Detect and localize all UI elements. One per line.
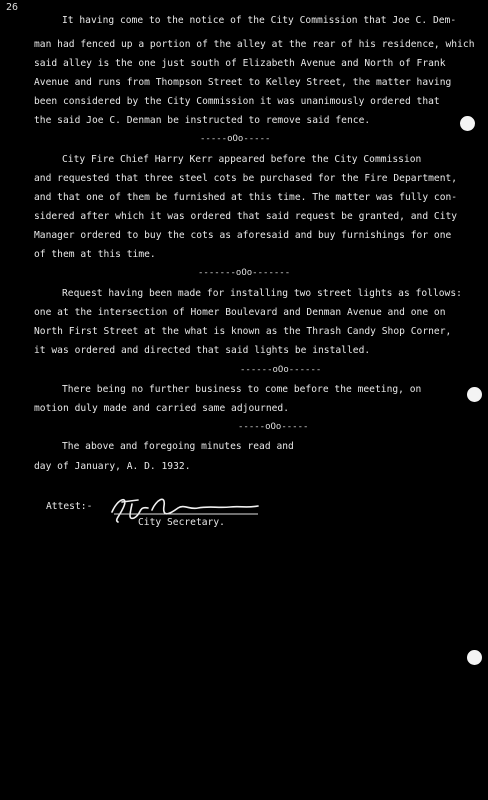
paragraph-1-line-4: Avenue and runs from Thompson Street to Kelley Street, the matter having	[34, 77, 452, 88]
paragraph-1-line-6: the said Joe C. Denman be instructed to remove said fence.	[34, 115, 371, 126]
paragraph-2-line-4: sidered after which it was ordered that said request be granted, and City	[34, 211, 458, 222]
separator-3: ------oOo------	[240, 365, 322, 375]
attest-label: Attest:-	[46, 501, 93, 512]
binder-hole-bottom	[467, 650, 482, 665]
paragraph-2-line-5: Manager ordered to buy the cots as aforesaid and buy furnishings for one	[34, 230, 452, 241]
paragraph-5-line-1: The above and foregoing minutes read and	[62, 441, 294, 452]
paragraph-1-line-3: said alley is the one just south of Elizabeth Avenue and North of Frank	[34, 58, 446, 69]
paragraph-3-line-3: North First Street at the what is known as the Thrash Candy Shop Corner,	[34, 326, 452, 337]
paragraph-4-line-2: motion duly made and carried same adjourned.	[34, 403, 290, 414]
paragraph-1-line-5: been considered by the City Commission it was unanimously ordered that	[34, 96, 440, 107]
paragraph-3-line-1: Request having been made for installing two street lights as follows:	[62, 288, 462, 299]
page-corner-mark: 26	[6, 2, 19, 13]
separator-1: -----oOo-----	[200, 134, 271, 144]
paragraph-2-line-6: of them at this time.	[34, 249, 156, 260]
paragraph-4-line-1: There being no further business to come before the meeting, on	[62, 384, 422, 395]
paragraph-2-line-3: and that one of them be furnished at this time. The matter was fully con-	[34, 192, 458, 203]
paragraph-3-line-2: one at the intersection of Homer Boulevard and Denman Avenue and one on	[34, 307, 446, 318]
separator-2: -------oOo-------	[198, 268, 291, 278]
paragraph-2-line-1: City Fire Chief Harry Kerr appeared before the City Commission	[62, 154, 422, 165]
paragraph-2-line-2: and requested that three steel cots be purchased for the Fire Department,	[34, 173, 458, 184]
paragraph-5-line-2: day of January, A. D. 1932.	[34, 461, 191, 472]
paragraph-3-line-4: it was ordered and directed that said lights be installed.	[34, 345, 371, 356]
separator-4: -----oOo-----	[238, 422, 309, 432]
paragraph-1-line-2: man had fenced up a portion of the alley at the rear of his residence, which	[34, 39, 475, 50]
binder-hole-middle	[467, 387, 482, 402]
signature-title: City Secretary.	[138, 517, 225, 528]
paragraph-1-line-1: It having come to the notice of the City Commission that Joe C. Dem-	[62, 15, 457, 26]
binder-hole-top	[460, 116, 475, 131]
